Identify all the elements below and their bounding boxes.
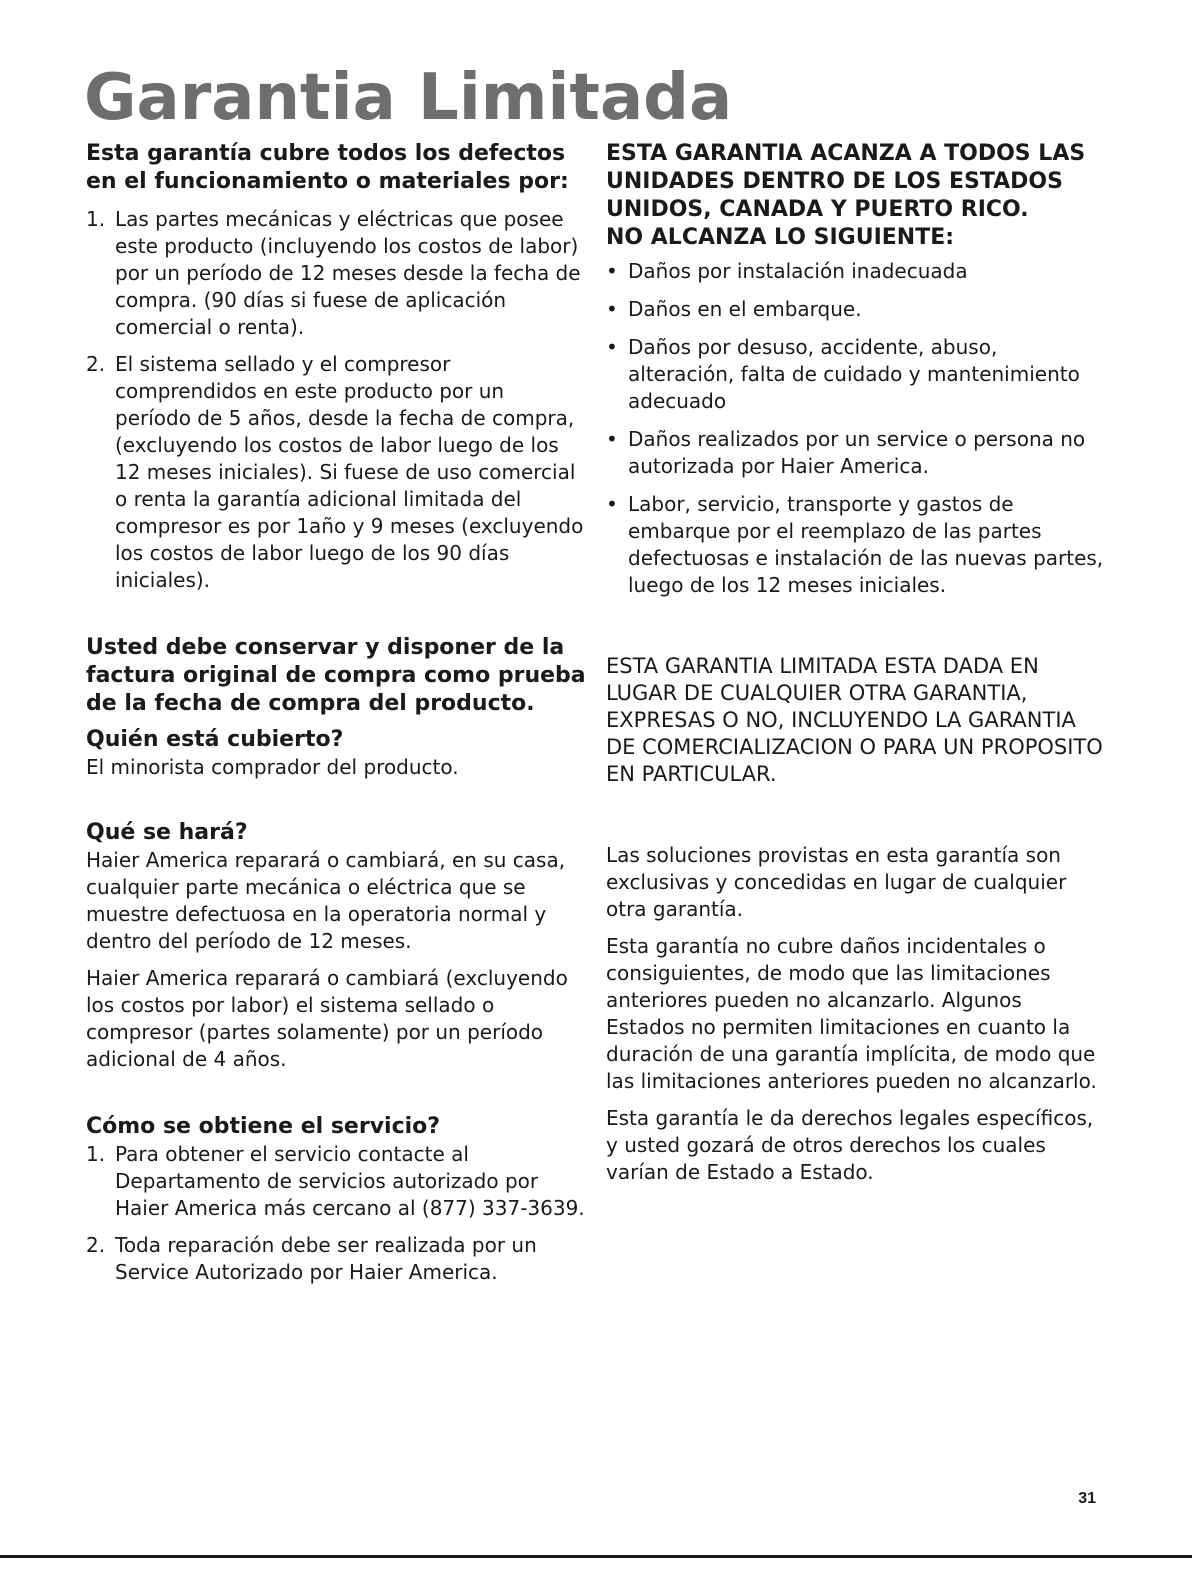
receipt-heading: Usted debe conservar y disponer de la factura original de compra como prueba de la fecha de compra del producto.	[86, 635, 586, 716]
list-item-text: Daños por desuso, accidente, abuso, alteración, falta de cuidado y mantenimiento adecuado	[628, 335, 1080, 413]
service-list	[86, 1141, 586, 1286]
scope-heading: ESTA GARANTIA ACANZA A TODOS LAS UNIDADES DENTRO DE LOS ESTADOS UNIDOS, CANADA Y PUERTO RICO.	[606, 141, 1086, 222]
who-text: El minorista comprador del producto.	[86, 755, 459, 779]
list-item-text: Labor, servicio, transporte y gastos de embarque por el reemplazo de las partes defectuosas e instalación de las nuevas partes, luego de los 12 meses iniciales.	[628, 492, 1104, 597]
list-item	[86, 351, 586, 594]
list-item	[606, 334, 1106, 415]
coverage-list	[86, 206, 586, 594]
exclusions-list	[606, 258, 1106, 599]
list-number: 2.	[86, 1233, 106, 1257]
coverage-heading: Esta garantía cubre todos los defectos en el funcionamiento o materiales por:	[86, 141, 569, 194]
incidental-text: Esta garantía no cubre daños incidentales o consiguientes, de modo que las limitaciones anteriores pueden no alcanzarlo. Algunos Estados no permiten limitaciones en cuanto la duración de una garantía implícita, de modo que las limitaciones anteriores pueden no alcanzarlo.	[606, 934, 1097, 1093]
list-item	[606, 426, 1106, 480]
service-heading: Cómo se obtiene el servicio?	[86, 1114, 441, 1139]
who-heading: Quién está cubierto?	[86, 727, 344, 752]
page-title: Garantia Limitada	[84, 61, 733, 135]
bullet-icon: •	[606, 297, 618, 321]
list-number: 2.	[86, 352, 106, 376]
left-column	[86, 140, 586, 1286]
exclusions-heading: NO ALCANZA LO SIGUIENTE:	[606, 225, 955, 250]
bottom-divider	[0, 1555, 1192, 1558]
bullet-icon: •	[606, 259, 618, 283]
list-item-text: Daños realizados por un service o persona no autorizada por Haier America.	[628, 427, 1086, 478]
list-item-text: Para obtener el servicio contacte al Departamento de servicios autorizado por Haier America más cercano al (877) 337-3639.	[115, 1142, 585, 1220]
what-text-2: Haier America reparará o cambiará (excluyendo los costos por labor) el sistema sellado o compresor (partes solamente) por un período adicional de 4 años.	[86, 966, 568, 1071]
list-item	[86, 206, 586, 341]
bullet-icon: •	[606, 492, 618, 516]
rights-text: Esta garantía le da derechos legales específicos, y usted gozará de otros derechos los cuales varían de Estado a Estado.	[606, 1106, 1094, 1184]
list-item-text: Daños por instalación inadecuada	[628, 259, 968, 283]
list-item-text: Las partes mecánicas y eléctricas que posee este producto (incluyendo los costos de labor) por un período de 12 meses desde la fecha de compra. (90 días si fuese de aplicación comercial o renta).	[115, 207, 581, 339]
list-item-text: Toda reparación debe ser realizada por un Service Autorizado por Haier America.	[115, 1233, 537, 1284]
bullet-icon: •	[606, 335, 618, 359]
disclaimer-text: ESTA GARANTIA LIMITADA ESTA DADA EN LUGAR DE CUALQUIER OTRA GARANTIA, EXPRESAS O NO, INCLUYENDO LA GARANTIA DE COMERCIALIZACION O PARA UN PROPOSITO EN PARTICULAR.	[606, 654, 1103, 786]
list-item	[606, 296, 1106, 323]
page-number: 31	[1078, 1490, 1096, 1507]
list-item	[606, 258, 1106, 285]
right-column	[606, 140, 1106, 1186]
list-item	[86, 1232, 586, 1286]
list-item-text: Daños en el embarque.	[628, 297, 862, 321]
list-item	[86, 1141, 586, 1222]
what-text-1: Haier America reparará o cambiará, en su casa, cualquier parte mecánica o eléctrica que se muestre defectuosa en la operatoria normal y dentro del período de 12 meses.	[86, 848, 566, 953]
bullet-icon: •	[606, 427, 618, 451]
remedies-text: Las soluciones provistas en esta garantía son exclusivas y concedidas en lugar de cualquier otra garantía.	[606, 843, 1067, 921]
list-item-text: El sistema sellado y el compresor comprendidos en este producto por un período de 5 años, desde la fecha de compra, (excluyendo los costos de labor luego de los 12 meses iniciales). Si fuese de uso comercial o renta la garantía adicional limitada del compresor es por 1año y 9 meses (excluyendo los costos de labor luego de los 90 días iniciales).	[115, 352, 584, 592]
list-number: 1.	[86, 207, 106, 231]
list-number: 1.	[86, 1142, 106, 1166]
list-item	[606, 491, 1106, 599]
what-heading: Qué se hará?	[86, 820, 248, 845]
